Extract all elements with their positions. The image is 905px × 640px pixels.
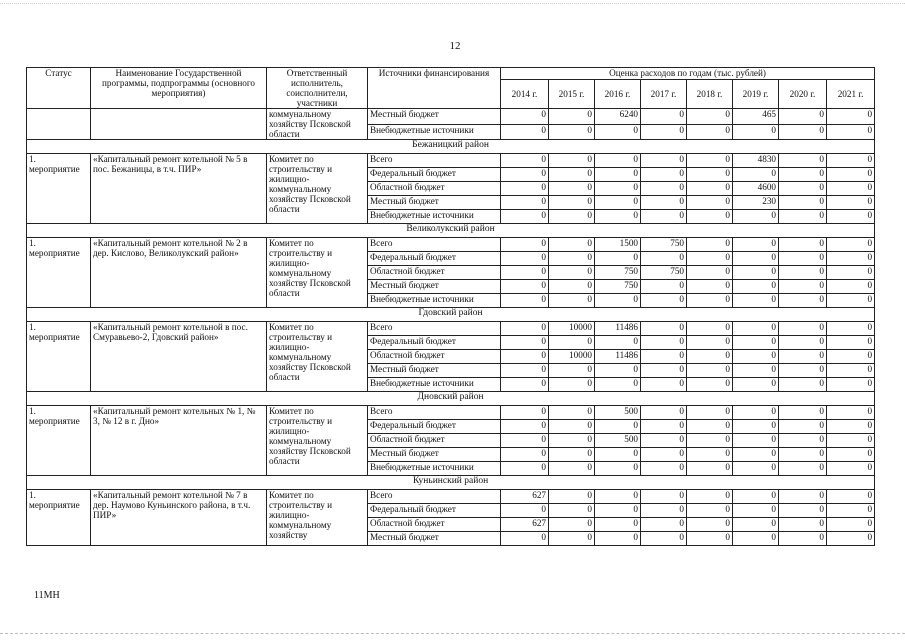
header-year: 2018 г. xyxy=(687,80,733,109)
value-cell: 0 xyxy=(779,252,827,266)
title-cell: «Капитальный ремонт котельной № 7 в дер. Наумово Куньинского района, в т.ч. ПИР» xyxy=(91,490,267,546)
value-cell: 0 xyxy=(827,168,875,182)
value-cell: 0 xyxy=(733,168,779,182)
value-cell: 0 xyxy=(501,448,549,462)
source-cell: Всего xyxy=(368,322,501,336)
responsible-cell: Комитет по строительству и жилищно-коммунальному хозяйству Псковской области xyxy=(267,322,368,392)
value-cell: 0 xyxy=(827,504,875,518)
value-cell: 0 xyxy=(641,294,687,308)
value-cell: 0 xyxy=(779,448,827,462)
title-cell: «Капитальный ремонт котельной № 5 в пос. Бежаницы, в т.ч. ПИР» xyxy=(91,154,267,224)
value-cell: 0 xyxy=(641,124,687,140)
value-cell: 0 xyxy=(779,182,827,196)
value-cell: 0 xyxy=(595,336,641,350)
value-cell: 0 xyxy=(733,322,779,336)
value-cell: 0 xyxy=(595,364,641,378)
value-cell: 0 xyxy=(549,378,595,392)
value-cell: 0 xyxy=(687,350,733,364)
responsible-cell: коммунальному хозяйству Псковской области xyxy=(267,109,368,140)
source-cell: Местный бюджет xyxy=(368,280,501,294)
value-cell: 0 xyxy=(595,168,641,182)
value-cell: 0 xyxy=(733,350,779,364)
value-cell: 0 xyxy=(827,266,875,280)
value-cell: 0 xyxy=(827,490,875,504)
header-year: 2015 г. xyxy=(549,80,595,109)
value-cell: 0 xyxy=(687,182,733,196)
value-cell: 0 xyxy=(549,109,595,125)
value-cell: 0 xyxy=(501,182,549,196)
source-cell: Областной бюджет xyxy=(368,182,501,196)
value-cell: 0 xyxy=(549,168,595,182)
value-cell: 0 xyxy=(733,434,779,448)
value-cell: 11486 xyxy=(595,322,641,336)
value-cell: 0 xyxy=(641,336,687,350)
source-cell: Всего xyxy=(368,490,501,504)
header-year: 2020 г. xyxy=(779,80,827,109)
value-cell: 11486 xyxy=(595,350,641,364)
value-cell: 0 xyxy=(641,448,687,462)
value-cell: 0 xyxy=(827,154,875,168)
value-cell: 6240 xyxy=(595,109,641,125)
value-cell: 230 xyxy=(733,196,779,210)
value-cell: 0 xyxy=(641,490,687,504)
footer-code: 11МН xyxy=(34,590,60,601)
value-cell: 0 xyxy=(641,210,687,224)
value-cell: 0 xyxy=(549,336,595,350)
source-cell: Федеральный бюджет xyxy=(368,168,501,182)
value-cell: 627 xyxy=(501,518,549,532)
header-sources: Источники финансирования xyxy=(368,68,501,109)
value-cell: 1500 xyxy=(595,238,641,252)
source-cell: Федеральный бюджет xyxy=(368,252,501,266)
value-cell: 0 xyxy=(779,322,827,336)
value-cell: 465 xyxy=(733,109,779,125)
value-cell: 0 xyxy=(549,420,595,434)
title-cell: «Капитальный ремонт котельной в пос. Смуравьево-2, Гдовский район» xyxy=(91,322,267,392)
value-cell: 0 xyxy=(501,462,549,476)
value-cell: 0 xyxy=(595,196,641,210)
value-cell: 0 xyxy=(687,364,733,378)
value-cell: 0 xyxy=(501,168,549,182)
value-cell: 0 xyxy=(827,448,875,462)
value-cell: 0 xyxy=(827,406,875,420)
value-cell: 0 xyxy=(549,252,595,266)
value-cell: 0 xyxy=(733,420,779,434)
value-cell: 0 xyxy=(733,294,779,308)
value-cell: 0 xyxy=(641,154,687,168)
source-cell: Внебюджетные источники xyxy=(368,210,501,224)
value-cell: 0 xyxy=(501,350,549,364)
source-cell: Внебюджетные источники xyxy=(368,378,501,392)
value-cell: 750 xyxy=(595,280,641,294)
value-cell: 627 xyxy=(501,490,549,504)
table-row xyxy=(27,322,875,336)
responsible-cell: Комитет по строительству и жилищно-коммунальному хозяйству Псковской области xyxy=(267,154,368,224)
value-cell: 0 xyxy=(501,336,549,350)
value-cell: 0 xyxy=(827,434,875,448)
value-cell: 0 xyxy=(501,322,549,336)
value-cell: 0 xyxy=(733,124,779,140)
value-cell: 0 xyxy=(779,280,827,294)
value-cell: 0 xyxy=(641,280,687,294)
district-heading: Дновский район xyxy=(27,392,875,406)
source-cell: Местный бюджет xyxy=(368,448,501,462)
value-cell: 0 xyxy=(687,420,733,434)
value-cell: 4830 xyxy=(733,154,779,168)
table-row xyxy=(27,154,875,168)
value-cell: 0 xyxy=(687,406,733,420)
value-cell: 0 xyxy=(827,364,875,378)
value-cell: 0 xyxy=(641,109,687,125)
value-cell: 0 xyxy=(641,420,687,434)
value-cell: 0 xyxy=(687,490,733,504)
value-cell: 0 xyxy=(641,350,687,364)
value-cell: 0 xyxy=(641,322,687,336)
value-cell: 0 xyxy=(779,434,827,448)
top-scan-edge xyxy=(0,3,905,4)
value-cell: 0 xyxy=(641,504,687,518)
value-cell: 0 xyxy=(501,532,549,546)
value-cell: 0 xyxy=(549,434,595,448)
value-cell: 0 xyxy=(779,294,827,308)
title-cell: «Капитальный ремонт котельных № 1, № 3, № 12 в г. Дно» xyxy=(91,406,267,476)
table-row xyxy=(27,406,875,420)
value-cell: 0 xyxy=(827,350,875,364)
value-cell: 0 xyxy=(827,210,875,224)
value-cell: 0 xyxy=(687,322,733,336)
value-cell: 0 xyxy=(733,266,779,280)
value-cell: 4600 xyxy=(733,182,779,196)
value-cell: 0 xyxy=(779,124,827,140)
value-cell: 0 xyxy=(687,196,733,210)
value-cell: 500 xyxy=(595,434,641,448)
bottom-scan-edge xyxy=(0,633,905,634)
value-cell: 0 xyxy=(501,364,549,378)
value-cell: 0 xyxy=(595,448,641,462)
title-cell: «Капитальный ремонт котельной № 2 в дер. Кислово, Великолукский район» xyxy=(91,238,267,308)
value-cell: 0 xyxy=(501,294,549,308)
value-cell: 750 xyxy=(641,266,687,280)
value-cell: 0 xyxy=(733,210,779,224)
value-cell: 0 xyxy=(501,238,549,252)
value-cell: 0 xyxy=(549,154,595,168)
value-cell: 500 xyxy=(595,406,641,420)
value-cell: 0 xyxy=(641,168,687,182)
value-cell: 0 xyxy=(827,532,875,546)
value-cell: 0 xyxy=(549,406,595,420)
header-responsible: Ответственный исполнитель, соисполнители, участники xyxy=(267,68,368,109)
district-row xyxy=(27,224,875,238)
value-cell: 0 xyxy=(733,280,779,294)
value-cell: 0 xyxy=(779,406,827,420)
value-cell: 0 xyxy=(733,518,779,532)
page-number: 12 xyxy=(449,40,461,52)
value-cell: 0 xyxy=(549,518,595,532)
value-cell: 0 xyxy=(549,238,595,252)
value-cell: 0 xyxy=(595,378,641,392)
value-cell: 0 xyxy=(501,378,549,392)
value-cell: 0 xyxy=(827,336,875,350)
source-cell: Областной бюджет xyxy=(368,266,501,280)
value-cell: 0 xyxy=(827,124,875,140)
budget-table xyxy=(26,67,875,546)
value-cell: 0 xyxy=(549,532,595,546)
value-cell: 0 xyxy=(827,294,875,308)
value-cell: 0 xyxy=(641,182,687,196)
value-cell: 0 xyxy=(641,434,687,448)
value-cell: 0 xyxy=(779,462,827,476)
header-status: Статус xyxy=(27,68,91,109)
value-cell: 0 xyxy=(827,322,875,336)
value-cell: 0 xyxy=(687,532,733,546)
value-cell: 0 xyxy=(549,448,595,462)
source-cell: Областной бюджет xyxy=(368,518,501,532)
value-cell: 0 xyxy=(501,280,549,294)
status-cell: 1. мероприятие xyxy=(27,490,91,546)
value-cell: 0 xyxy=(827,280,875,294)
value-cell: 0 xyxy=(641,196,687,210)
value-cell: 0 xyxy=(687,154,733,168)
value-cell: 0 xyxy=(733,336,779,350)
value-cell: 0 xyxy=(687,504,733,518)
value-cell: 0 xyxy=(595,420,641,434)
value-cell: 0 xyxy=(501,109,549,125)
value-cell: 0 xyxy=(687,238,733,252)
title-cell xyxy=(91,109,267,140)
value-cell: 750 xyxy=(595,266,641,280)
value-cell: 0 xyxy=(687,252,733,266)
source-cell: Областной бюджет xyxy=(368,434,501,448)
district-row xyxy=(27,308,875,322)
value-cell: 0 xyxy=(827,238,875,252)
value-cell: 0 xyxy=(687,336,733,350)
value-cell: 0 xyxy=(641,462,687,476)
table-row xyxy=(27,238,875,252)
value-cell: 0 xyxy=(549,266,595,280)
source-cell: Федеральный бюджет xyxy=(368,504,501,518)
source-cell: Областной бюджет xyxy=(368,350,501,364)
status-cell: 1. мероприятие xyxy=(27,322,91,392)
value-cell: 0 xyxy=(779,350,827,364)
value-cell: 0 xyxy=(779,196,827,210)
value-cell: 0 xyxy=(827,252,875,266)
source-cell: Всего xyxy=(368,154,501,168)
value-cell: 0 xyxy=(779,154,827,168)
value-cell: 0 xyxy=(687,124,733,140)
value-cell: 0 xyxy=(501,266,549,280)
value-cell: 0 xyxy=(641,406,687,420)
responsible-cell: Комитет по строительству и жилищно-коммунальному хозяйству Псковской области xyxy=(267,406,368,476)
value-cell: 0 xyxy=(595,518,641,532)
value-cell: 0 xyxy=(595,182,641,196)
value-cell: 0 xyxy=(687,462,733,476)
value-cell: 0 xyxy=(549,210,595,224)
value-cell: 0 xyxy=(733,504,779,518)
value-cell: 0 xyxy=(501,196,549,210)
value-cell: 0 xyxy=(827,196,875,210)
value-cell: 0 xyxy=(595,294,641,308)
value-cell: 0 xyxy=(595,462,641,476)
district-heading: Бежаницкий район xyxy=(27,140,875,154)
status-cell: 1. мероприятие xyxy=(27,238,91,308)
status-cell: 1. мероприятие xyxy=(27,406,91,476)
value-cell: 0 xyxy=(779,420,827,434)
value-cell: 0 xyxy=(641,532,687,546)
header-year: 2019 г. xyxy=(733,80,779,109)
district-row xyxy=(27,392,875,406)
status-cell: 1. мероприятие xyxy=(27,154,91,224)
value-cell: 0 xyxy=(501,420,549,434)
value-cell: 0 xyxy=(501,210,549,224)
value-cell: 0 xyxy=(779,266,827,280)
value-cell: 0 xyxy=(501,154,549,168)
district-heading: Гдовский район xyxy=(27,308,875,322)
header-row xyxy=(27,68,875,80)
value-cell: 0 xyxy=(733,252,779,266)
value-cell: 0 xyxy=(595,504,641,518)
value-cell: 0 xyxy=(595,124,641,140)
source-cell: Местный бюджет xyxy=(368,109,501,125)
value-cell: 0 xyxy=(501,252,549,266)
value-cell: 0 xyxy=(733,238,779,252)
value-cell: 0 xyxy=(827,182,875,196)
responsible-cell: Комитет по строительству и жилищно-коммунальному хозяйству Псковской области xyxy=(267,238,368,308)
responsible-cell: Комитет по строительству и жилищно-коммунальному хозяйству xyxy=(267,490,368,546)
header-expenses: Оценка расходов по годам (тыс. рублей) xyxy=(501,68,875,80)
value-cell: 0 xyxy=(595,252,641,266)
value-cell: 0 xyxy=(779,518,827,532)
value-cell: 0 xyxy=(733,462,779,476)
district-heading: Куньинский район xyxy=(27,476,875,490)
value-cell: 0 xyxy=(549,196,595,210)
value-cell: 0 xyxy=(779,378,827,392)
value-cell: 0 xyxy=(687,294,733,308)
value-cell: 0 xyxy=(549,182,595,196)
value-cell: 0 xyxy=(779,210,827,224)
value-cell: 0 xyxy=(779,532,827,546)
value-cell: 0 xyxy=(595,532,641,546)
value-cell: 0 xyxy=(549,124,595,140)
value-cell: 0 xyxy=(687,434,733,448)
value-cell: 0 xyxy=(733,490,779,504)
value-cell: 0 xyxy=(779,504,827,518)
header-year: 2016 г. xyxy=(595,80,641,109)
value-cell: 0 xyxy=(501,504,549,518)
value-cell: 0 xyxy=(687,280,733,294)
source-cell: Всего xyxy=(368,406,501,420)
source-cell: Внебюджетные источники xyxy=(368,462,501,476)
source-cell: Местный бюджет xyxy=(368,196,501,210)
source-cell: Внебюджетные источники xyxy=(368,294,501,308)
value-cell: 0 xyxy=(733,532,779,546)
value-cell: 0 xyxy=(687,210,733,224)
district-row xyxy=(27,140,875,154)
value-cell: 0 xyxy=(733,378,779,392)
table-body xyxy=(27,109,875,546)
value-cell: 0 xyxy=(501,434,549,448)
value-cell: 0 xyxy=(733,364,779,378)
value-cell: 0 xyxy=(549,294,595,308)
value-cell: 0 xyxy=(733,406,779,420)
value-cell: 0 xyxy=(501,406,549,420)
table-row xyxy=(27,490,875,504)
header-program: Наименование Государственной программы, подпрограммы (основного мероприятия) xyxy=(91,68,267,109)
value-cell: 10000 xyxy=(549,350,595,364)
value-cell: 0 xyxy=(779,336,827,350)
value-cell: 0 xyxy=(687,448,733,462)
source-cell: Всего xyxy=(368,238,501,252)
value-cell: 0 xyxy=(779,238,827,252)
value-cell: 0 xyxy=(779,490,827,504)
value-cell: 0 xyxy=(641,518,687,532)
value-cell: 0 xyxy=(549,490,595,504)
header-year: 2021 г. xyxy=(827,80,875,109)
district-row xyxy=(27,476,875,490)
value-cell: 750 xyxy=(641,238,687,252)
value-cell: 0 xyxy=(549,462,595,476)
table-row xyxy=(27,109,875,125)
value-cell: 0 xyxy=(595,490,641,504)
value-cell: 0 xyxy=(549,364,595,378)
value-cell: 0 xyxy=(779,364,827,378)
header-year: 2014 г. xyxy=(501,80,549,109)
value-cell: 0 xyxy=(687,109,733,125)
value-cell: 0 xyxy=(779,168,827,182)
status-cell xyxy=(27,109,91,140)
value-cell: 0 xyxy=(827,378,875,392)
value-cell: 0 xyxy=(595,210,641,224)
source-cell: Федеральный бюджет xyxy=(368,336,501,350)
value-cell: 0 xyxy=(595,154,641,168)
value-cell: 0 xyxy=(549,504,595,518)
value-cell: 0 xyxy=(549,280,595,294)
value-cell: 0 xyxy=(501,124,549,140)
value-cell: 0 xyxy=(733,448,779,462)
value-cell: 0 xyxy=(641,252,687,266)
source-cell: Внебюджетные источники xyxy=(368,124,501,140)
value-cell: 0 xyxy=(687,378,733,392)
district-heading: Великолукский район xyxy=(27,224,875,238)
value-cell: 0 xyxy=(641,364,687,378)
value-cell: 0 xyxy=(827,518,875,532)
source-cell: Местный бюджет xyxy=(368,532,501,546)
source-cell: Федеральный бюджет xyxy=(368,420,501,434)
value-cell: 0 xyxy=(779,109,827,125)
value-cell: 10000 xyxy=(549,322,595,336)
value-cell: 0 xyxy=(827,109,875,125)
value-cell: 0 xyxy=(641,378,687,392)
value-cell: 0 xyxy=(687,518,733,532)
value-cell: 0 xyxy=(827,462,875,476)
value-cell: 0 xyxy=(687,266,733,280)
value-cell: 0 xyxy=(687,168,733,182)
source-cell: Местный бюджет xyxy=(368,364,501,378)
header-year: 2017 г. xyxy=(641,80,687,109)
value-cell: 0 xyxy=(827,420,875,434)
